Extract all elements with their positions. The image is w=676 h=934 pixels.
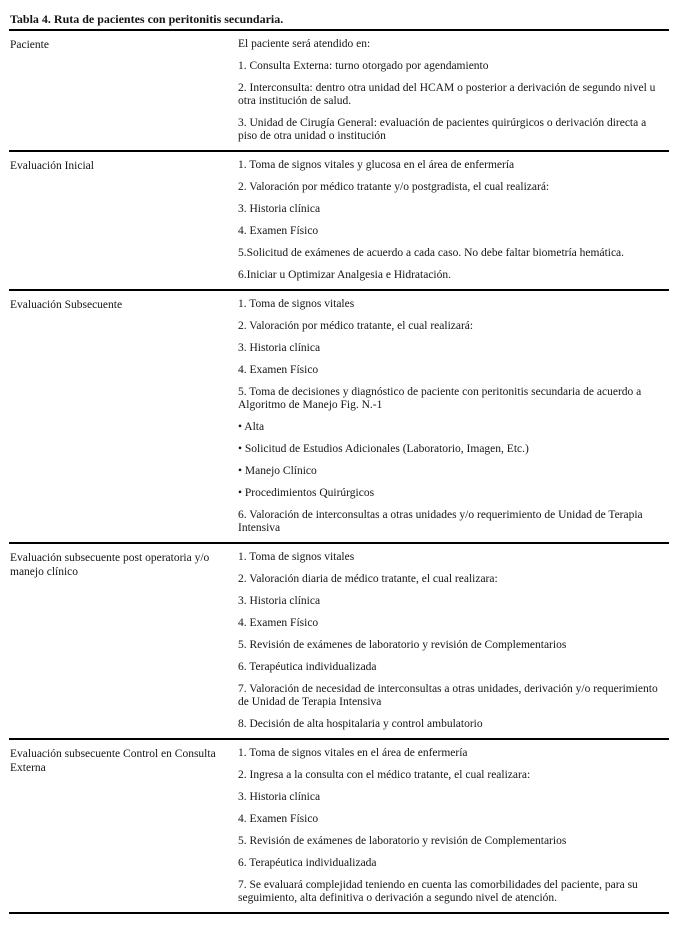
row-content-cell — [237, 31, 669, 150]
content-item: 2. Valoración diaria de médico tratante, el cual realizara: — [238, 573, 498, 585]
content-item: 3. Historia clínica — [238, 203, 321, 215]
content-item: 1. Toma de signos vitales en el área de enfermería — [238, 747, 468, 759]
table-row — [9, 291, 669, 544]
content-item: 7. Se evaluará complejidad teniendo en cuenta las comorbilidades del paciente, para su seguimiento, alta definitiva o derivación a segundo nivel de atención. — [238, 879, 638, 904]
row-label: Evaluación Inicial — [10, 160, 94, 172]
content-item: 2. Interconsulta: dentro otra unidad del HCAM o posterior a derivación de segundo nivel u otra institución de salud. — [238, 82, 656, 107]
content-item: 6. Terapéutica individualizada — [238, 857, 377, 869]
content-item: 1. Toma de signos vitales — [238, 551, 355, 563]
row-label: Evaluación Subsecuente — [10, 299, 123, 311]
table-row — [9, 31, 669, 152]
content-item: 4. Examen Físico — [238, 364, 319, 376]
row-content-cell — [237, 291, 669, 542]
content-item: 5. Revisión de exámenes de laboratorio y revisión de Complementarios — [238, 639, 567, 651]
content-item: 3. Historia clínica — [238, 595, 321, 607]
content-item: 1. Toma de signos vitales — [238, 298, 355, 310]
content-item: 2. Ingresa a la consulta con el médico tratante, el cual realizara: — [238, 769, 531, 781]
row-content-cell — [237, 544, 669, 738]
content-item: 3. Historia clínica — [238, 342, 321, 354]
row-label-cell — [9, 152, 237, 289]
content-item: 5.Solicitud de exámenes de acuerdo a cada caso. No debe faltar biometría hemática. — [238, 247, 625, 259]
row-label-cell — [9, 544, 237, 738]
content-item: 1. Consulta Externa: turno otorgado por agendamiento — [238, 60, 489, 72]
patient-route-table — [9, 29, 669, 914]
content-item: 2. Valoración por médico tratante y/o postgradista, el cual realizará: — [238, 181, 550, 193]
row-label: Paciente — [10, 39, 49, 51]
content-item: • Procedimientos Quirúrgicos — [238, 487, 375, 499]
content-item: • Manejo Clínico — [238, 465, 317, 477]
row-label-cell — [9, 740, 237, 912]
row-label-cell — [9, 291, 237, 542]
content-item: El paciente será atendido en: — [238, 38, 371, 50]
content-item: 1. Toma de signos vitales y glucosa en el área de enfermería — [238, 159, 515, 171]
content-item: 5. Toma de decisiones y diagnóstico de paciente con peritonitis secundaria de acuerdo a Algoritmo de Manejo Fig. N.-1 — [238, 386, 642, 411]
content-item: • Alta — [238, 421, 265, 433]
row-content-cell — [237, 740, 669, 912]
table-row — [9, 740, 669, 912]
content-item: • Solicitud de Estudios Adicionales (Laboratorio, Imagen, Etc.) — [238, 443, 529, 455]
table-row — [9, 152, 669, 291]
row-label-cell — [9, 31, 237, 150]
content-item: 6. Valoración de interconsultas a otras unidades y/o requerimiento de Unidad de Terapia Intensiva — [238, 509, 643, 534]
content-item: 4. Examen Físico — [238, 813, 319, 825]
content-item: 2. Valoración por médico tratante, el cual realizará: — [238, 320, 474, 332]
content-item: 3. Historia clínica — [238, 791, 321, 803]
content-item: 7. Valoración de necesidad de interconsultas a otras unidades, derivación y/o requerimiento de Unidad de Terapia Intensiva — [238, 683, 658, 708]
row-label: Evaluación subsecuente post operatoria y/o manejo clínico — [10, 552, 210, 578]
table-row — [9, 544, 669, 740]
content-item: 5. Revisión de exámenes de laboratorio y revisión de Complementarios — [238, 835, 567, 847]
content-item: 3. Unidad de Cirugía General: evaluación de pacientes quirúrgicos o derivación directa a piso de otra unidad o institución — [238, 117, 647, 142]
content-item: 6.Iniciar u Optimizar Analgesia e Hidratación. — [238, 269, 451, 281]
row-content-cell — [237, 152, 669, 289]
table-caption: Tabla 4. Ruta de pacientes con peritonitis secundaria. — [10, 12, 284, 26]
content-item: 4. Examen Físico — [238, 225, 319, 237]
content-item: 8. Decisión de alta hospitalaria y control ambulatorio — [238, 718, 483, 730]
row-label: Evaluación subsecuente Control en Consulta Externa — [10, 748, 216, 774]
content-item: 6. Terapéutica individualizada — [238, 661, 377, 673]
content-item: 4. Examen Físico — [238, 617, 319, 629]
